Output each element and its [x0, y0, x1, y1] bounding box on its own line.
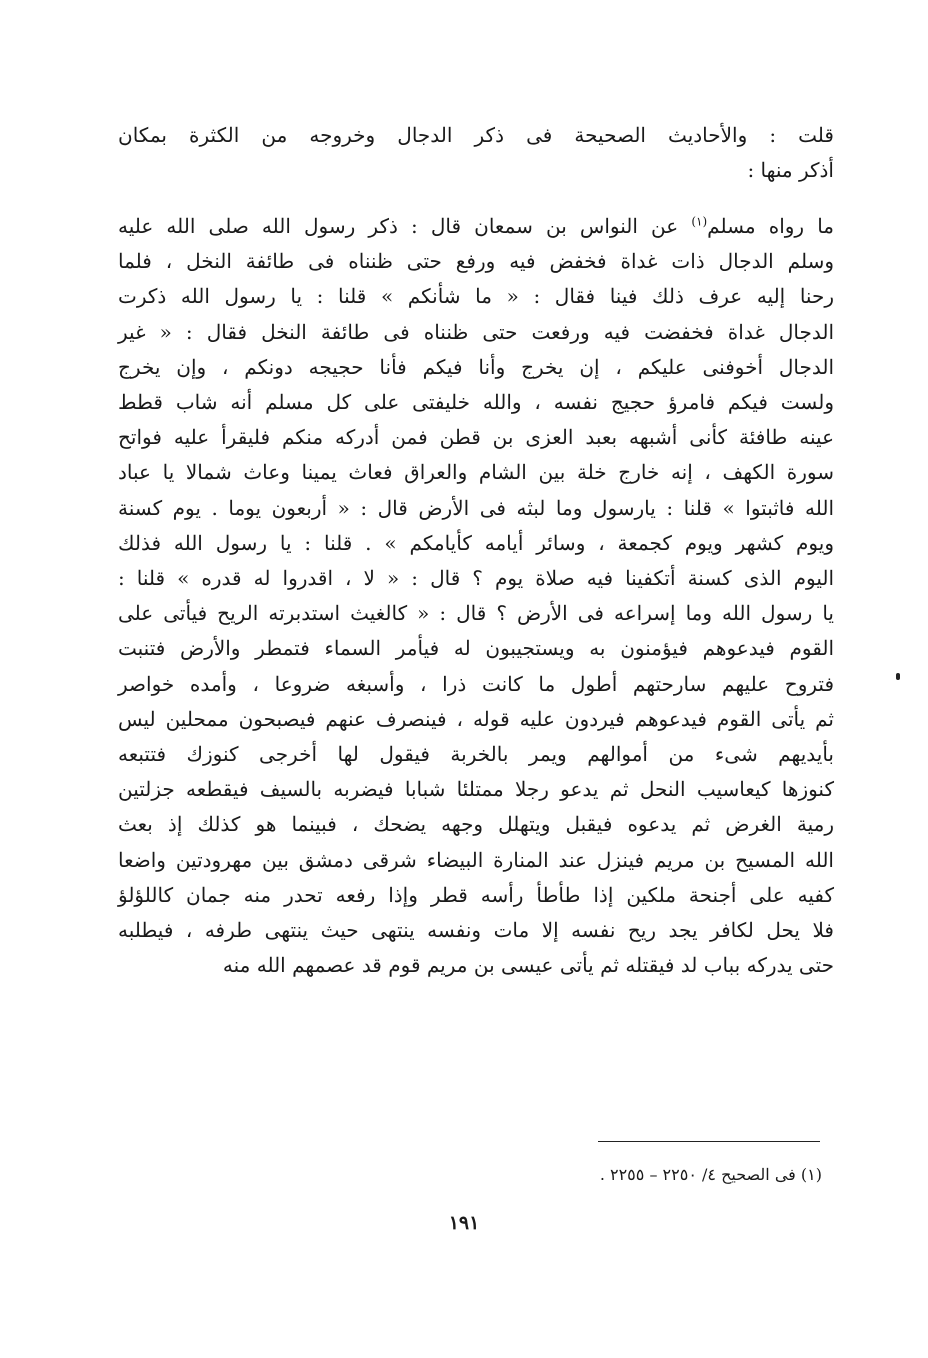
footnote-reference[interactable]: (١) — [691, 214, 708, 229]
body-line: ولست فيكم فامرؤ حجيج نفسه ، والله خليفتى على كل مسلم أنه شاب قطط — [118, 390, 834, 415]
body-line: كفيه على أجنحة ملكين إذا طأطأ رأسه قطر وإذا رفعه تحدر منه جمان كاللؤلؤ — [118, 882, 834, 907]
body-line: القوم فيدعوهم فيؤمنون به ويستجيبون له فيأمر السماء فتمطر والأرض فتنبت — [118, 636, 834, 661]
body-line: اليوم الذى كسنة أتكفينا فيه صلاة يوم ؟ قال : « لا ، اقدروا له قدره » قلنا : — [118, 566, 834, 591]
body-line: يا رسول الله وما إسراعه فى الأرض ؟ قال : « كالغيث استدبرته الريح فيأتى على — [118, 601, 834, 626]
body-line: وسلم الدجال ذات غداة فخفض فيه ورفع حتى ظنناه فى طائفة النخل ، فلما — [118, 249, 834, 274]
body-line: سورة الكهف ، إنه خارج خلة بين الشام والعراق فعاث يمينا وعاث شمالا يا عباد — [118, 460, 834, 485]
body-line: كنوزها كيعاسيب النحل ثم يدعو رجلا ممتلئا شبابا فيضربه بالسيف فيقطعه جزلتين — [118, 777, 834, 802]
body-line: رمية الغرض ثم يدعوه فيقبل ويتهلل وجهه يضحك ، فبينما هو كذلك إذ بعث — [118, 812, 834, 837]
intro-line: أذكر منها : — [747, 158, 834, 183]
footnote-divider — [598, 1141, 820, 1142]
intro-line: قلت : والأحاديث الصحيحة فى ذكر الدجال وخروجه من الكثرة بمكان — [118, 123, 834, 147]
body-line: رحنا إليه عرف ذلك فينا فقال : « ما شأنكم » قلنا : يا رسول الله ذكرت — [118, 284, 834, 309]
page-number: ١٩١ — [448, 1212, 480, 1234]
scan-speck — [896, 673, 900, 680]
body-line: ثم يأتى القوم فيدعوهم فيردون عليه قوله ، فينصرف عنهم فيصبحون ممحلين ليس — [118, 706, 834, 731]
body-line: الدجال أخوفنى عليكم ، إن يخرج وأنا فيكم فأنا حجيجه دونكم ، وإن يخرج — [118, 354, 834, 379]
body-line: فلا يحل لكافر يجد ريح نفسه إلا مات ونفسه ينتهى حيث ينتهى طرفه ، فيطلبه — [118, 918, 834, 943]
footnote: (١) فى الصحيح ٤/ ٢٢٥٠ – ٢٢٥٥ . — [599, 1165, 822, 1184]
body-line: الله المسيح بن مريم فينزل عند المنارة البيضاء شرقى دمشق بين مهرودتين واضعا — [118, 847, 834, 872]
body-line: ويوم كشهر ويوم كجمعة ، وسائر أيامه كأيامكم » . قلنا : يا رسول الله فذلك — [118, 530, 834, 555]
body-line: حتى يدركه بباب لد فيقتله ثم يأتى عيسى بن مريم قوم قد عصمهم الله منه — [222, 953, 834, 978]
body-first-line-end: عن النواس بن سمعان قال : ذكر رسول الله صلى الله عليه — [118, 214, 692, 238]
body-line: فتروح عليهم سارحتهم أطول ما كانت ذرا ، وأسبغه ضروعا ، وأمده خواصر — [118, 671, 834, 696]
intro-paragraph — [118, 118, 834, 188]
body-line: بأيديهم شىء من أموالهم ويمر بالخربة فيقول لها أخرجى كنوزك فتتبعه — [118, 742, 834, 767]
body-line: الدجال غداة فخفضت فيه ورفعت حتى ظنناه فى طائفة النخل فقال : « غير — [118, 319, 834, 344]
body-line: عينه طافئة كأنى أشبهه بعبد العزى بن قطن فمن أدركه منكم فليقرأ عليه فواتح — [118, 425, 834, 450]
hadith-paragraph — [118, 209, 834, 983]
body-first-line — [118, 209, 834, 244]
body-line: الله فاثبتوا » قلنا : يارسول وما لبثه فى الأرض قال : « أربعون يوما . يوم كسنة — [118, 495, 834, 520]
body-first-line-start: ما رواه مسلم — [707, 214, 835, 238]
